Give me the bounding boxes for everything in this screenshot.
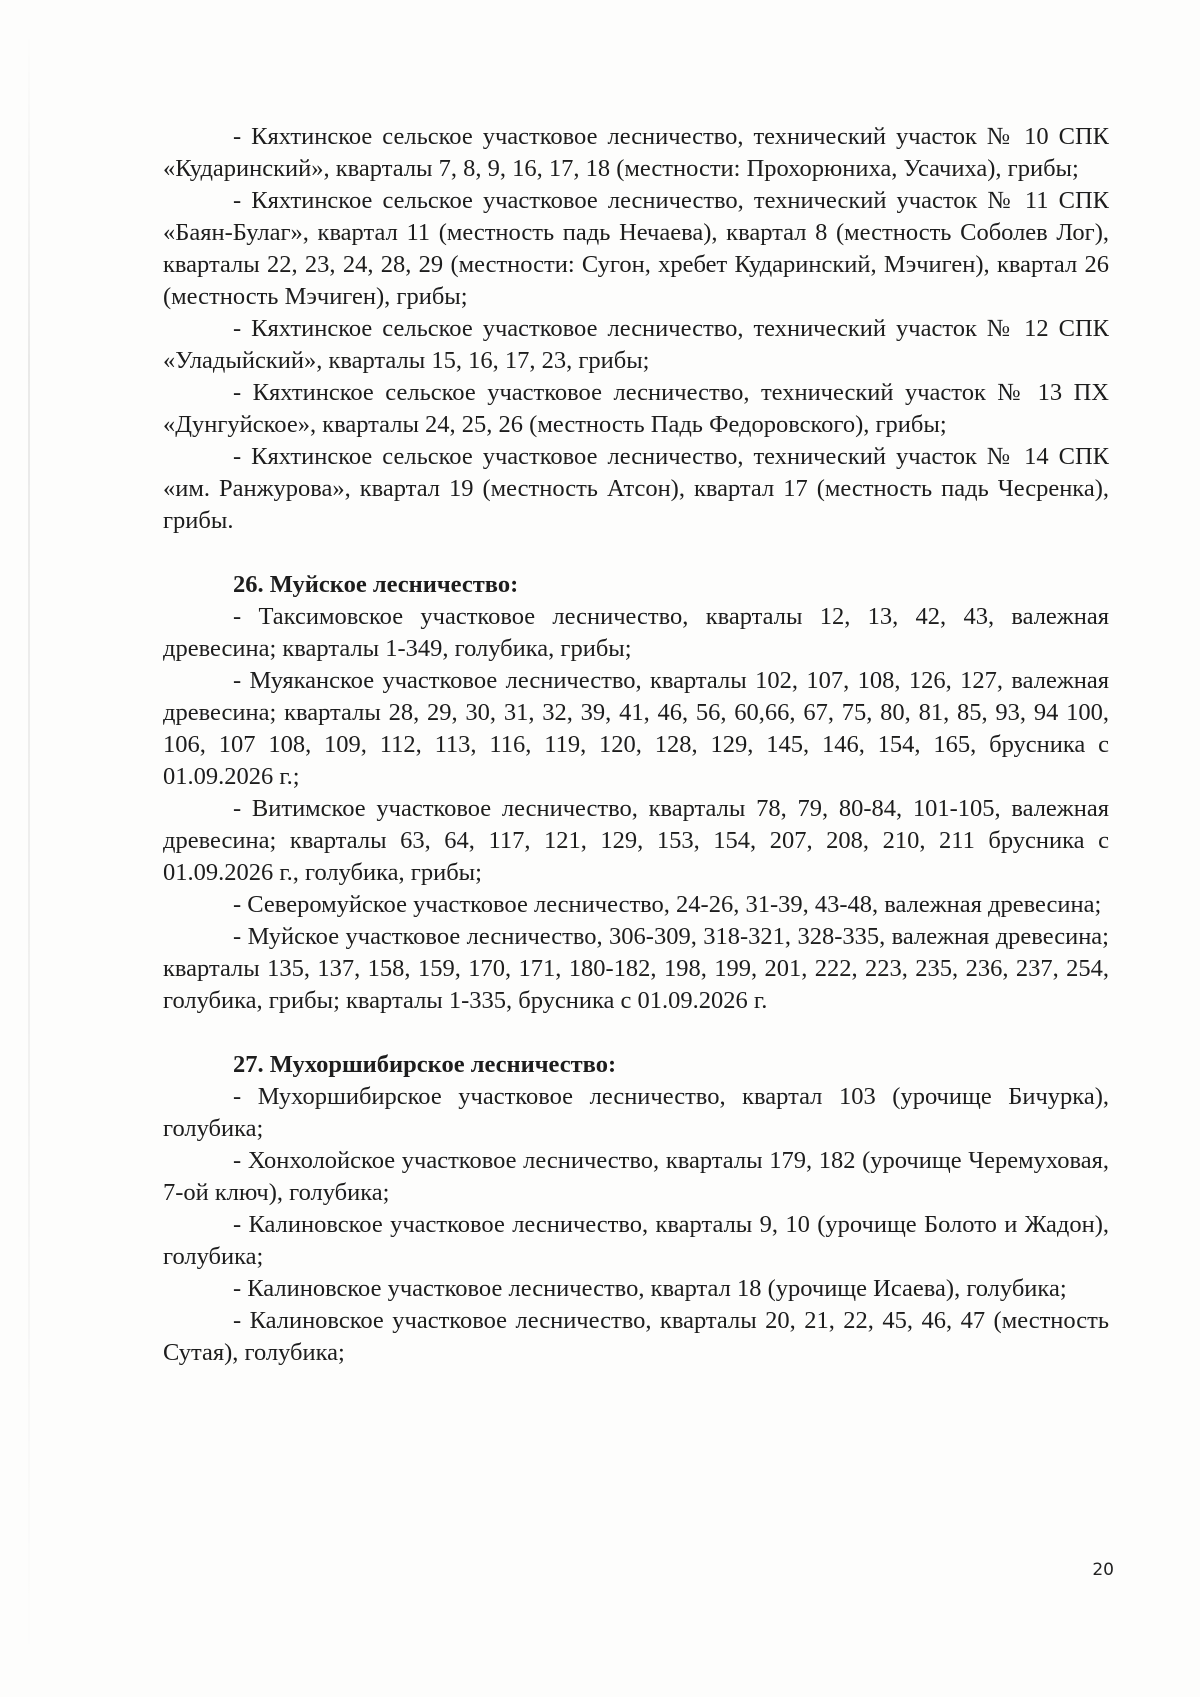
- section-heading-26: 26. Муйское лесничество:: [233, 571, 519, 598]
- list-item: - Хонхолойское участковое лесничество, кварталы 179, 182 (урочище Черемуховая, 7-ой ключ), голубика;: [163, 1147, 1109, 1206]
- section-spacer: [163, 1017, 1109, 1049]
- list-item: - Кяхтинское сельское участковое лесничество, технический участок № 11 СПК «Баян-Булаг», квартал 11 (местность падь Нечаева), квартал 8 (местность Соболев Лог), кварталы 22, 23, 24, 28, 29 (местности: Сугон, хребет Кударинский, Мэчиген), квартал 26 (местность Мэчиген), грибы;: [163, 187, 1109, 310]
- list-item: - Кяхтинское сельское участковое лесничество, технический участок № 14 СПК «им. Ранжурова», квартал 19 (местность Атсон), квартал 17 (местность падь Чесренка), грибы.: [163, 443, 1109, 534]
- document-body: [163, 121, 1109, 1369]
- list-item: - Муйское участковое лесничество, 306-309, 318-321, 328-335, валежная древесина; кварталы 135, 137, 158, 159, 170, 171, 180-182, 198, 199, 201, 222, 223, 235, 236, 237, 254, голубика, грибы; кварталы 1-335, брусника с 01.09.2026 г.: [163, 923, 1109, 1014]
- list-item: - Кяхтинское сельское участковое лесничество, технический участок № 10 СПК «Кударинский», кварталы 7, 8, 9, 16, 17, 18 (местности: Прохорюниха, Усачиха), грибы;: [163, 123, 1109, 182]
- list-item: - Муяканское участковое лесничество, кварталы 102, 107, 108, 126, 127, валежная древесина; кварталы 28, 29, 30, 31, 32, 39, 41, 46, 56, 60,66, 67, 75, 80, 81, 85, 93, 94 100, 106, 107 108, 109, 112, 113, 116, 119, 120, 128, 129, 145, 146, 154, 165, брусника с 01.09.2026 г.;: [163, 667, 1109, 790]
- list-item: - Кяхтинское сельское участковое лесничество, технический участок № 13 ПХ «Дунгуйское», кварталы 24, 25, 26 (местность Падь Федоровского), грибы;: [163, 379, 1109, 438]
- list-item: - Северомуйское участковое лесничество, 24-26, 31-39, 43-48, валежная древесина;: [233, 891, 1102, 918]
- scan-edge-mark: [28, 30, 30, 1670]
- list-item: - Витимское участковое лесничество, кварталы 78, 79, 80-84, 101-105, валежная древесина; кварталы 63, 64, 117, 121, 129, 153, 154, 207, 208, 210, 211 брусника с 01.09.2026 г., голубика, грибы;: [163, 795, 1109, 886]
- list-item: - Калиновское участковое лесничество, кварталы 20, 21, 22, 45, 46, 47 (местность Сутая), голубика;: [163, 1307, 1109, 1366]
- list-item: - Таксимовское участковое лесничество, кварталы 12, 13, 42, 43, валежная древесина; кварталы 1-349, голубика, грибы;: [163, 603, 1109, 662]
- list-item: - Калиновское участковое лесничество, кварталы 9, 10 (урочище Болото и Жадон), голубика;: [163, 1211, 1109, 1270]
- list-item: - Мухоршибирское участковое лесничество, квартал 103 (урочище Бичурка), голубика;: [163, 1083, 1109, 1142]
- list-item: - Кяхтинское сельское участковое лесничество, технический участок № 12 СПК «Уладыйский», кварталы 15, 16, 17, 23, грибы;: [163, 315, 1109, 374]
- section-spacer: [163, 537, 1109, 569]
- page-number: 20: [1092, 1560, 1114, 1580]
- list-item: - Калиновское участковое лесничество, квартал 18 (урочище Исаева), голубика;: [233, 1275, 1067, 1302]
- section-heading-27: 27. Мухоршибирское лесничество:: [233, 1051, 617, 1078]
